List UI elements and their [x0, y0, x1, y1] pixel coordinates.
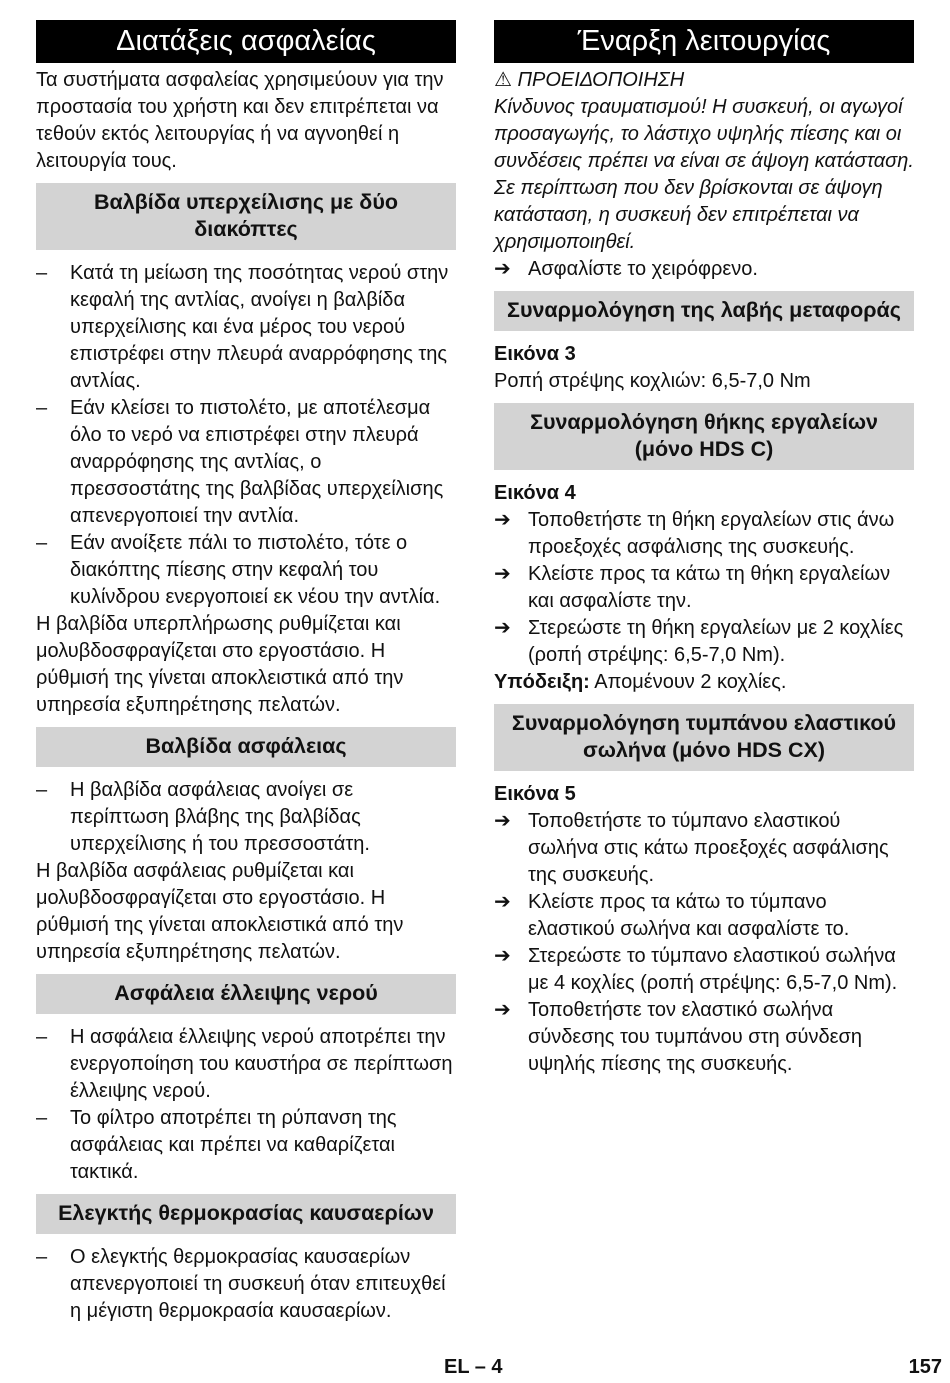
list-item: ➔ Ασφαλίστε το χειρόφρενο. — [494, 256, 914, 283]
page-number: 157 — [908, 1356, 942, 1378]
dash-marker: – — [36, 779, 48, 801]
list-item: ➔ Τοποθετήστε το τύμπανο ελαστικού σωλήνα στις κάτω προεξοχές ασφάλισης της συσκευής. — [494, 810, 889, 886]
heading-carry-handle: Συναρμολόγηση της λαβής μεταφοράς — [494, 291, 914, 331]
warning-heading — [494, 67, 914, 94]
warning-text: Κίνδυνος τραυματισμού! Η συσκευή, οι αγωγοί προσαγωγής, το λάστιχο υψηλής πίεσης και οι συνδέσεις πρέπει να είναι σε άψογη κατάσταση. Σε περίπτωση που δεν βρίσκονται σε άψογη κατάσταση, η συσκευή δεν επιτρέπεται να χρησιμοποιηθεί. — [494, 96, 914, 253]
list-item: ➔ Στερεώστε το τύμπανο ελαστικού σωλήνα με 4 κοχλίες (ροπή στρέψης: 6,5-7,0 Nm). — [494, 945, 898, 994]
heading-safety-valve: Βαλβίδα ασφάλειας — [36, 727, 456, 767]
list-item: ➔ Τοποθετήστε τον ελαστικό σωλήνα σύνδεσης του τυμπάνου στη σύνδεση υψηλής πίεσης της συσκευής. — [494, 999, 863, 1075]
list-item: ➔ Κλείστε προς τα κάτω το τύμπανο ελαστικού σωλήνα και ασφαλίστε το. — [494, 891, 850, 940]
warning-label: ΠΡΟΕΙΔΟΠΟΙΗΣΗ — [517, 69, 685, 91]
torque-spec: Ροπή στρέψης κοχλιών: 6,5-7,0 Nm — [494, 370, 811, 392]
overflow-valve-note: Η βαλβίδα υπερπλήρωσης ρυθμίζεται και μολυβδοσφραγίζεται στο εργοστάσιο. Η ρύθμισή της γίνεται αποκλειστικά από την υπηρεσία εξυπηρέτησης πελατών. — [36, 613, 404, 716]
list-item: – Εάν ανοίξετε πάλι το πιστολέτο, τότε ο διακόπτης πίεσης στην κεφαλή του κυλίνδρου ενεργοποιεί εκ νέου την αντλία. — [36, 532, 441, 608]
dash-marker: – — [36, 532, 48, 554]
right-column — [494, 20, 914, 1078]
note — [494, 669, 914, 696]
figure-reference: Εικόνα 4 — [494, 482, 576, 504]
left-column — [36, 20, 456, 1325]
dash-marker: – — [36, 397, 48, 419]
heading-hose-reel: Συναρμολόγηση τυμπάνου ελαστικού σωλήνα (μόνο HDS CX) — [494, 704, 914, 771]
heading-tool-box: Συναρμολόγηση θήκης εργαλείων (μόνο HDS C) — [494, 403, 914, 470]
list-item: ➔ Κλείστε προς τα κάτω τη θήκη εργαλείων και ασφαλίστε την. — [494, 563, 891, 612]
list-item: – Κατά τη μείωση της ποσότητας νερού στην κεφαλή της αντλίας, ανοίγει η βαλβίδα υπερχείλισης και ένα μέρος του νερού επιστρέφει στην πλευρά αναρρόφησης της αντλίας. — [36, 262, 449, 392]
arrow-icon: ➔ — [494, 258, 511, 280]
dash-marker: – — [36, 262, 48, 284]
heading-overflow-valve: Βαλβίδα υπερχείλισης με δύο διακόπτες — [36, 183, 456, 250]
dash-marker: – — [36, 1026, 48, 1048]
figure-reference: Εικόνα 5 — [494, 783, 576, 805]
heading-water-shortage-fuse: Ασφάλεια έλλειψης νερού — [36, 974, 456, 1014]
arrow-icon: ➔ — [494, 891, 511, 913]
section-title-start-up: Έναρξη λειτουργίας — [494, 20, 914, 63]
dash-marker: – — [36, 1246, 48, 1268]
note-text: Απομένουν 2 κοχλίες. — [589, 671, 787, 693]
list-item: – Εάν κλείσει το πιστολέτο, με αποτέλεσμα όλο το νερό να επιστρέφει στην πλευρά αναρρόφησης της αντλίας, ο πρεσσοστάτης της βαλβίδας υπερχείλισης απενεργοποιεί την αντλία. — [36, 397, 444, 527]
safety-intro: Τα συστήματα ασφαλείας χρησιμεύουν για την προστασία του χρήστη και δεν επιτρέπεται να τεθούν εκτός λειτουργίας ή να αγνοηθεί η λειτουργία τους. — [36, 69, 444, 172]
list-item: ➔ Στερεώστε τη θήκη εργαλείων με 2 κοχλίες (ροπή στρέψης: 6,5-7,0 Nm). — [494, 617, 904, 666]
arrow-icon: ➔ — [494, 563, 511, 585]
footer-language-page: EL – 4 — [444, 1356, 503, 1378]
arrow-icon: ➔ — [494, 617, 511, 639]
warning-triangle-icon: ⚠ — [494, 69, 512, 91]
section-title-safety-devices: Διατάξεις ασφαλείας — [36, 20, 456, 63]
list-item: – Ο ελεγκτής θερμοκρασίας καυσαερίων απενεργοποιεί τη συσκευή όταν επιτευχθεί η μέγιστη θερμοκρασία καυσαερίων. — [36, 1246, 446, 1322]
list-item: ➔ Τοποθετήστε τη θήκη εργαλείων στις άνω προεξοχές ασφάλισης της συσκευής. — [494, 509, 895, 558]
figure-reference: Εικόνα 3 — [494, 343, 576, 365]
note-label: Υπόδειξη: — [494, 671, 590, 693]
list-item: – Η βαλβίδα ασφάλειας ανοίγει σε περίπτωση βλάβης της βαλβίδας υπερχείλισης ή του πρεσσοστάτη. — [36, 779, 370, 855]
arrow-icon: ➔ — [494, 810, 511, 832]
arrow-icon: ➔ — [494, 509, 511, 531]
arrow-icon: ➔ — [494, 999, 511, 1021]
safety-valve-note: Η βαλβίδα ασφάλειας ρυθμίζεται και μολυβδοσφραγίζεται στο εργοστάσιο. Η ρύθμισή της γίνεται αποκλειστικά από την υπηρεσία εξυπηρέτησης πελατών. — [36, 860, 404, 963]
list-item: – Το φίλτρο αποτρέπει τη ρύπανση της ασφάλειας και πρέπει να καθαρίζεται τακτικά. — [36, 1107, 397, 1183]
arrow-icon: ➔ — [494, 945, 511, 967]
list-item: – Η ασφάλεια έλλειψης νερού αποτρέπει την ενεργοποίηση του καυστήρα σε περίπτωση έλλειψης νερού. — [36, 1026, 453, 1102]
dash-marker: – — [36, 1107, 48, 1129]
heading-exhaust-temp-controller: Ελεγκτής θερμοκρασίας καυσαερίων — [36, 1194, 456, 1234]
